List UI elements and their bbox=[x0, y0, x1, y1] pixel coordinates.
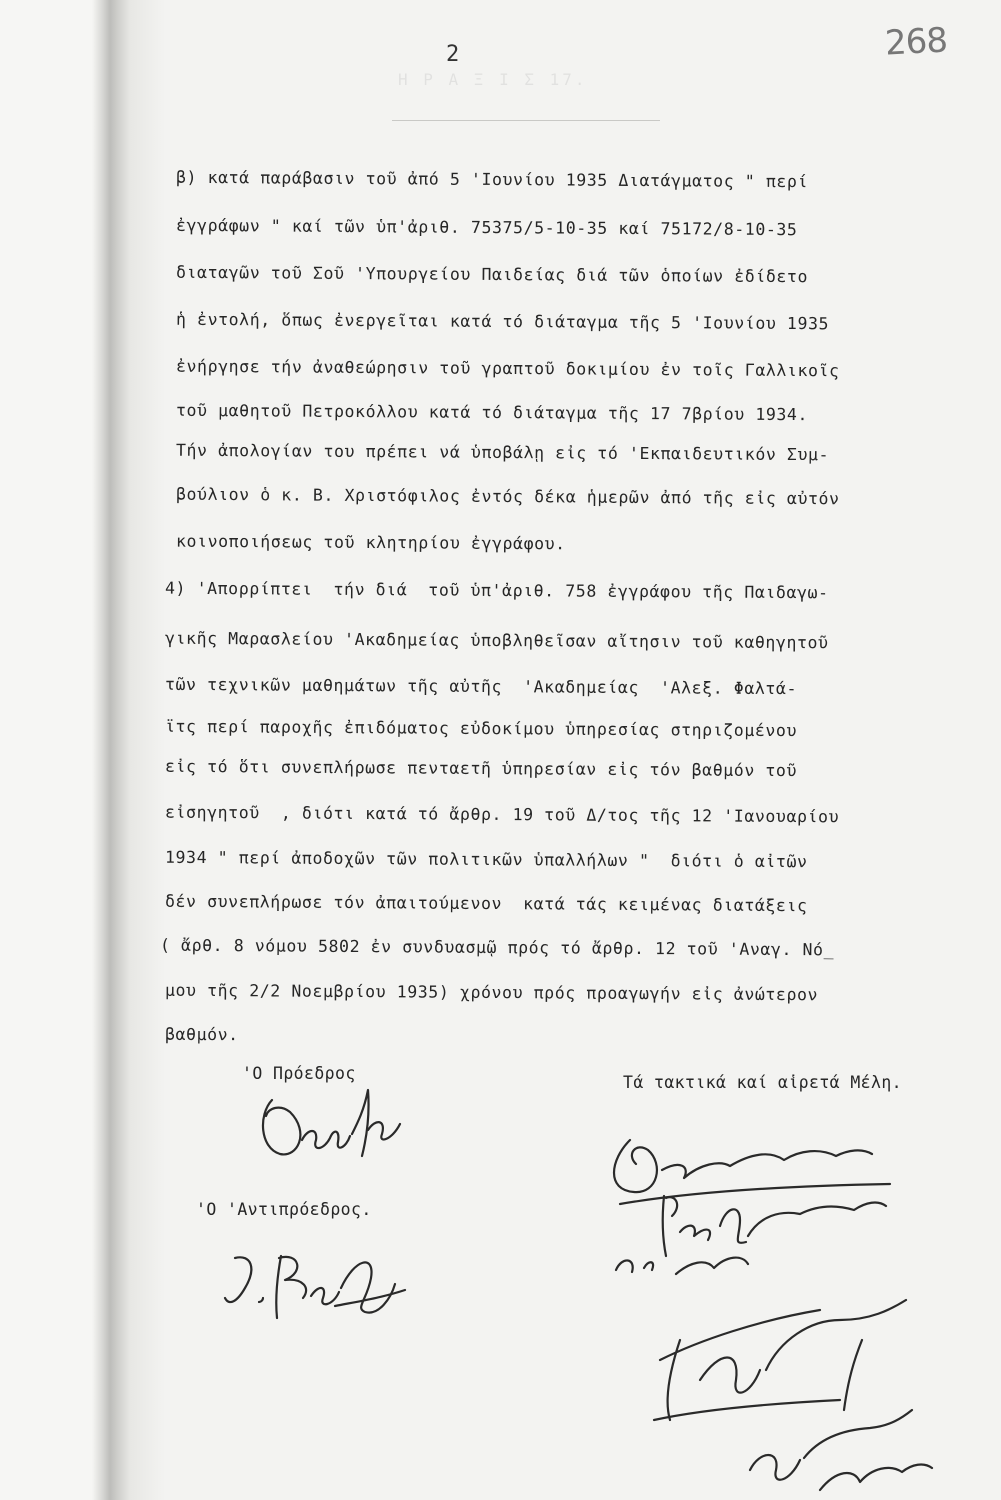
show-through: Η Ρ Α Ξ Ι Σ 17. bbox=[398, 70, 588, 89]
text-line: βούλιον ὁ κ. Β. Χριστόφιλος ἐντός δέκα ἡμερῶν ἀπό τῆς εἰς αὐτόν bbox=[175, 484, 840, 509]
archive-number: 268 bbox=[883, 20, 948, 64]
text-line: γικῆς Μαρασλείου 'Ακαδημείας ὑποβληθεῖσαν αἴτησιν τοῦ καθηγητοῦ bbox=[164, 628, 829, 653]
header-rule bbox=[392, 120, 660, 121]
member-signature-3 bbox=[640, 1300, 940, 1500]
text-line: βαθμόν. bbox=[164, 1024, 239, 1045]
member-signature-2 bbox=[610, 1176, 890, 1286]
text-line: 1934 " περί ἀποδοχῶν τῶν πολιτικῶν ὑπαλλήλων " διότι ὁ αἰτῶν bbox=[164, 847, 808, 872]
text-line: διαταγῶν τοῦ Σοῦ 'Υπουργείου Παιδείας διά τῶν ὁποίων ἐδίδετο bbox=[175, 262, 809, 287]
page-number: 2 bbox=[446, 42, 460, 67]
text-line: ἐνήργησε τήν ἀναθεώρησιν τοῦ γραπτοῦ δοκιμίου ἐν τοῖς Γαλλικοῖς bbox=[175, 356, 840, 381]
text-line: τοῦ μαθητοῦ Πετροκόλλου κατά τό διάταγμα τῆς 17 7βρίου 1934. bbox=[175, 400, 809, 425]
text-line: δέν συνεπλήρωσε τόν ἀπαιτούμενον κατά τάς κειμένας διατάξεις bbox=[164, 891, 808, 916]
text-line: εἰς τό ὅτι συνεπλήρωσε πενταετῆ ὑπηρεσίαν εἰς τόν βαθμόν τοῦ bbox=[164, 756, 798, 781]
text-line: Τήν ἀπολογίαν του πρέπει νά ὑποβάλῃ εἰς τό 'Εκπαιδευτικόν Συμ- bbox=[175, 440, 830, 465]
text-line: τῶν τεχνικῶν μαθημάτων τῆς αὐτῆς 'Ακαδημείας 'Αλεξ. Φαλτά- bbox=[164, 674, 798, 699]
text-line: μου τῆς 2/2 Νοεμβρίου 1935) χρόνου πρός προαγωγήν εἰς ἀνώτερον bbox=[164, 980, 819, 1005]
text-line: ἡ ἐντολή, ὅπως ἐνεργεῖται κατά τό διάταγμα τῆς 5 'Ιουνίου 1935 bbox=[175, 309, 830, 334]
president-label: 'Ο Πρόεδρος bbox=[242, 1064, 356, 1083]
binding-shadow bbox=[0, 0, 165, 1500]
text-line: ϊτς περί παροχῆς ἐπιδόματος εὐδοκίμου ὑπηρεσίας στηριζομένου bbox=[164, 716, 798, 741]
text-line: β) κατά παράβασιν τοῦ ἀπό 5 'Ιουνίου 1935 Διατάγματος " περί bbox=[175, 167, 809, 192]
text-line: κοινοποιήσεως τοῦ κλητηρίου ἐγγράφου. bbox=[175, 531, 566, 554]
president-signature bbox=[250, 1070, 410, 1180]
text-line: 4) 'Απορρίπτει τήν διά τοῦ ὑπ'ἀριθ. 758 ἐγγράφου τῆς Παιδαγω- bbox=[164, 578, 829, 603]
text-line: ( ἄρθ. 8 νόμου 5802 ἐν συνδυασμῷ πρός τό ἄρθρ. 12 τοῦ 'Αναγ. Νό_ bbox=[159, 935, 835, 960]
members-label: Τά τακτικά καί αἱρετά Μέλη. bbox=[623, 1073, 903, 1092]
text-line: ἐγγράφων " καί τῶν ὑπ'ἀριθ. 75375/5-10-35 καί 75172/8-10-35 bbox=[175, 215, 798, 240]
vice-president-label: 'Ο 'Αντιπρόεδρος. bbox=[196, 1200, 372, 1219]
vice-president-signature bbox=[215, 1228, 415, 1328]
text-line: εἰσηγητοῦ , διότι κατά τό ἄρθρ. 19 τοῦ Δ/τος τῆς 12 'Ιανουαρίου bbox=[164, 802, 840, 827]
